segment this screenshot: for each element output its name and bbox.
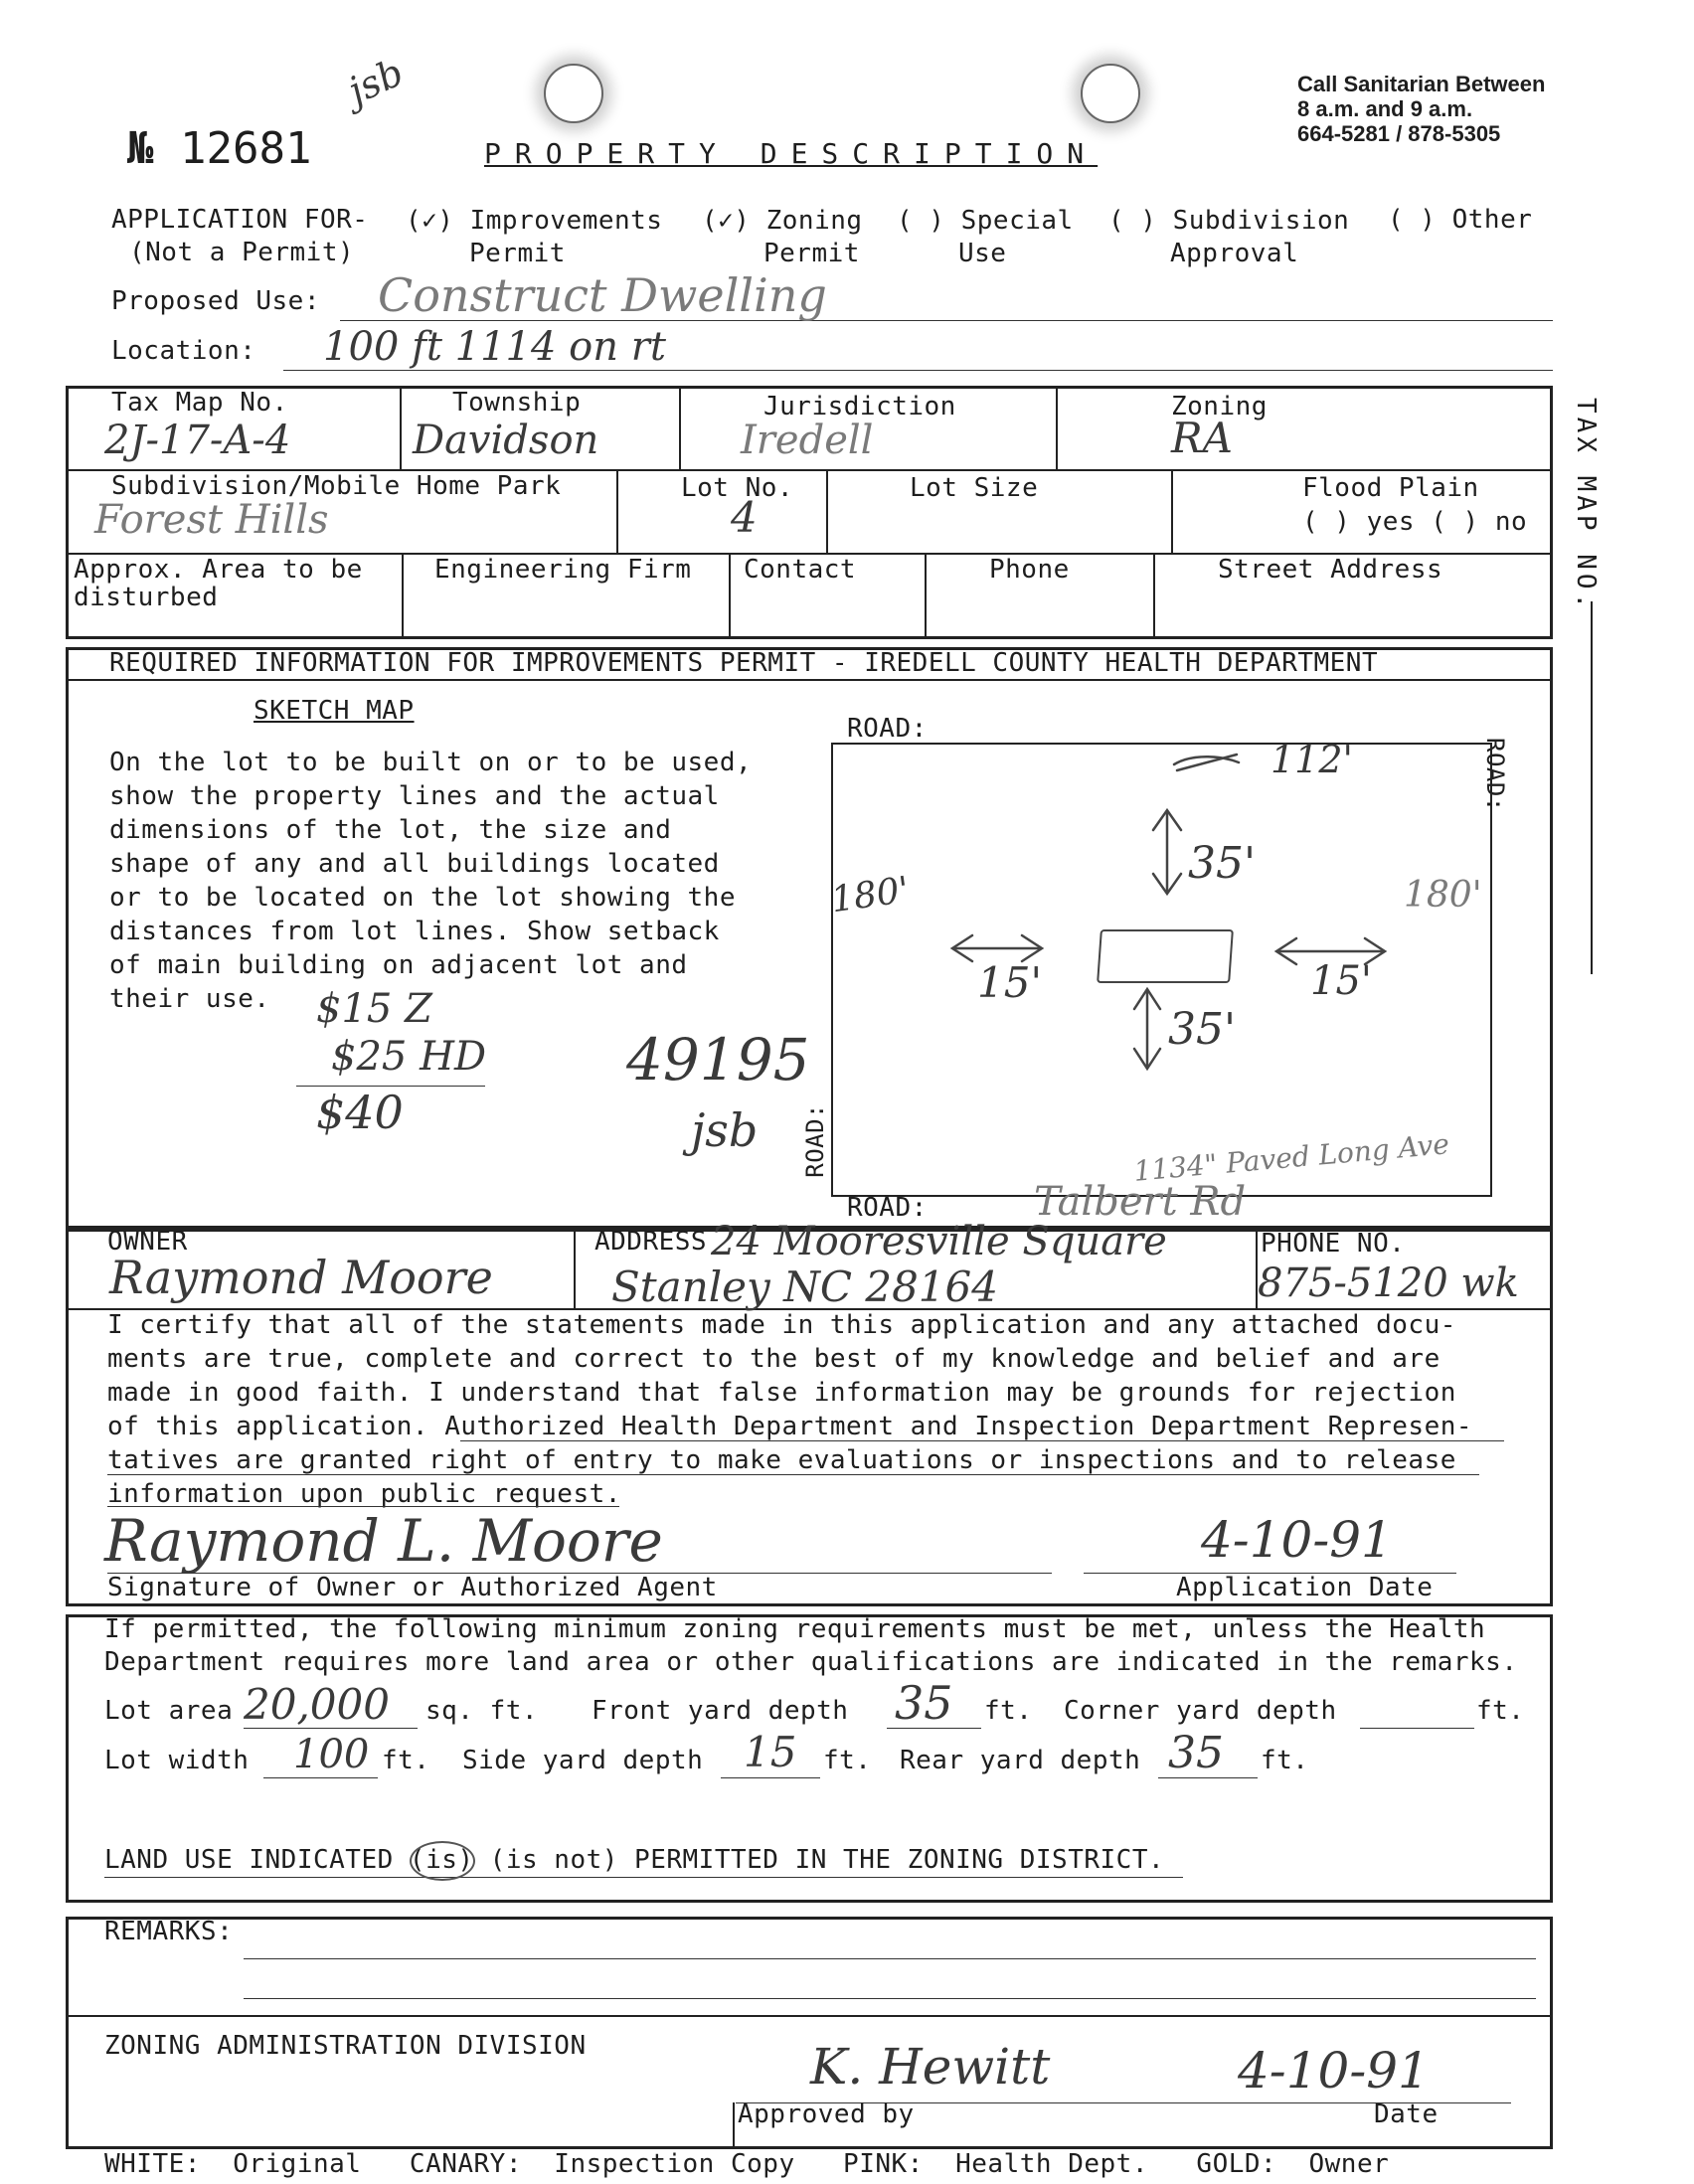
subdivision-label: Subdivision/Mobile Home Park <box>111 471 562 501</box>
divider <box>400 386 402 469</box>
receipt-number: 49195 <box>626 1026 810 1093</box>
instruction-line: shape of any and all buildings located <box>109 849 720 879</box>
application-date-label: Application Date <box>1176 1573 1434 1602</box>
sketch-right-dim: 180' <box>1404 875 1482 916</box>
option-other[interactable] <box>1388 205 1532 235</box>
lot-area-value[interactable]: 20,000 <box>244 1680 390 1729</box>
phone-no-value[interactable]: 875-5120 wk <box>1258 1260 1519 1306</box>
road-label-right: ROAD: <box>1481 738 1509 812</box>
flood-plain-options[interactable]: ( ) yes ( ) no <box>1302 507 1528 537</box>
township-value[interactable]: Davidson <box>413 418 599 463</box>
instruction-line: dimensions of the lot, the size and <box>109 815 672 845</box>
signature-label: Signature of Owner or Authorized Agent <box>107 1573 718 1602</box>
divider <box>1171 469 1173 553</box>
instruction-line: of main building on adjacent lot and <box>109 950 688 980</box>
street-address-label: Street Address <box>1218 555 1443 585</box>
rear-yard-unit: ft. <box>1261 1746 1309 1775</box>
owner-value[interactable]: Raymond Moore <box>109 1251 493 1304</box>
jurisdiction-value[interactable]: Iredell <box>741 418 874 463</box>
cert-underline <box>460 1440 1504 1441</box>
divider <box>616 469 618 553</box>
lot-no-value[interactable]: 4 <box>731 493 758 542</box>
application-label: APPLICATION FOR- <box>111 205 369 235</box>
approval-left-edge <box>733 2102 735 2149</box>
sketch-title: SKETCH MAP <box>254 696 415 726</box>
sketch-side-left: 15' <box>977 958 1042 1007</box>
application-sublabel: (Not a Permit) <box>129 238 355 267</box>
owner-signature[interactable]: Raymond L. Moore <box>104 1507 663 1575</box>
remarks-divider <box>66 2015 1553 2017</box>
page-title: PROPERTY DESCRIPTION <box>484 137 1099 170</box>
option-special-mark: ( ) <box>897 206 945 236</box>
sketch-left-dim: 180' <box>828 869 913 922</box>
corner-yard-label: Corner yard depth <box>1064 1696 1337 1726</box>
punch-hole-left <box>544 64 603 123</box>
road-label-top: ROAD: <box>847 714 928 744</box>
option-improvements-line1: Improvements <box>469 206 663 236</box>
address-line-1[interactable]: 24 Mooresville Square <box>711 1219 1167 1264</box>
application-date-value[interactable]: 4-10-91 <box>1201 1511 1393 1569</box>
tax-map-side-label: TAX MAP NO. <box>1571 398 1601 613</box>
zoning-intro-1: If permitted, the following minimum zoning requirements must be met, unless the Health <box>104 1614 1486 1644</box>
zoning-label: Zoning <box>1171 392 1268 421</box>
land-use-underline <box>104 1877 1183 1878</box>
cert-line: information upon public request. <box>107 1479 621 1509</box>
tax-map-label: Tax Map No. <box>111 388 288 418</box>
remarks-line-2[interactable] <box>244 1998 1536 1999</box>
instruction-line: their use. <box>109 984 270 1014</box>
option-other-mark: ( ) <box>1388 205 1437 235</box>
lot-no-label: Lot No. <box>681 473 794 503</box>
option-special-line1: Special <box>960 206 1074 236</box>
proposed-use-label: Proposed Use: <box>111 286 320 316</box>
required-header-divider <box>66 679 1553 681</box>
option-improvements-line2: Permit <box>469 239 566 268</box>
fee-line-1: $15 Z <box>316 986 432 1032</box>
remarks-label: REMARKS: <box>104 1917 234 1946</box>
township-label: Township <box>452 388 582 418</box>
lot-width-line <box>263 1777 378 1778</box>
address-label: ADDRESS <box>594 1227 708 1257</box>
zoning-intro-2: Department requires more land area or other qualifications are indicated in the remarks. <box>104 1647 1518 1677</box>
area-label-2: disturbed <box>74 583 219 612</box>
fee-line-2: $25 HD <box>331 1034 487 1080</box>
sketch-front-setback: 35' <box>1188 838 1257 889</box>
cert-line: tatives are granted right of entry to make evaluations or inspections and to release <box>107 1445 1456 1475</box>
required-header: REQUIRED INFORMATION FOR IMPROVEMENTS PERMIT - IREDELL COUNTY HEALTH DEPARTMENT <box>109 648 1379 678</box>
footer-copy-distribution: WHITE: Original CANARY: Inspection Copy PINK: Health Dept. GOLD: Owner <box>104 2149 1390 2179</box>
location-line <box>283 370 1553 371</box>
jurisdiction-label: Jurisdiction <box>763 392 956 421</box>
cert-underline <box>107 1474 1479 1475</box>
approval-date-value[interactable]: 4-10-91 <box>1238 2042 1430 2100</box>
tax-map-side-line <box>1591 601 1593 974</box>
front-yard-value[interactable]: 35 <box>895 1676 953 1730</box>
option-special-line2: Use <box>958 239 1007 268</box>
receipt-initials: jsb <box>691 1103 759 1157</box>
number-value: 12681 <box>180 123 312 174</box>
call-note-line-1: Call Sanitarian Between <box>1297 72 1546 96</box>
land-use-statement: LAND USE INDICATED (is) (is not) PERMITTED IN THE ZONING DISTRICT. <box>104 1845 1165 1875</box>
remarks-line-1[interactable] <box>244 1958 1536 1959</box>
certification-text <box>107 1308 1472 1511</box>
option-subdivision-mark: ( ) <box>1108 206 1157 236</box>
divider <box>402 553 404 639</box>
sketch-bottom-note: 1134" Paved Long Ave <box>1132 1127 1451 1188</box>
option-zoning-line1: Zoning <box>765 206 863 236</box>
option-improvements-mark: (✓) <box>406 206 454 236</box>
proposed-use-value[interactable]: Construct Dwelling <box>378 268 827 322</box>
lot-width-label: Lot width <box>104 1746 250 1775</box>
call-note-line-3: 664-5281 / 878-5305 <box>1297 121 1501 146</box>
option-zoning-line2: Permit <box>763 239 860 268</box>
instruction-line: show the property lines and the actual <box>109 781 720 811</box>
flood-plain-label: Flood Plain <box>1302 473 1479 503</box>
lot-area-label: Lot area <box>104 1696 234 1726</box>
area-label-1: Approx. Area to be <box>74 555 363 585</box>
cert-line: I certify that all of the statements made in this application and any attached docu- <box>107 1310 1456 1340</box>
road-label-left: ROAD: <box>801 1103 829 1178</box>
tax-map-value[interactable]: 2J-17-A-4 <box>104 418 291 463</box>
sketch-instructions <box>109 746 752 1016</box>
option-improvements[interactable] <box>406 205 662 270</box>
side-yard-line <box>721 1777 820 1778</box>
side-yard-value[interactable]: 15 <box>744 1728 797 1776</box>
division-label: ZONING ADMINISTRATION DIVISION <box>104 2031 587 2061</box>
engineering-label: Engineering Firm <box>434 555 692 585</box>
phone-no-label: PHONE NO. <box>1261 1229 1406 1259</box>
rear-yard-value[interactable]: 35 <box>1168 1728 1224 1778</box>
is-circle-mark <box>410 1841 475 1881</box>
subdivision-value[interactable]: Forest Hills <box>94 497 329 543</box>
option-subdivision-line2: Approval <box>1170 239 1299 268</box>
address-line-2[interactable]: Stanley NC 28164 <box>611 1262 998 1311</box>
owner-label: OWNER <box>107 1227 188 1257</box>
sketch-side-right: 15' <box>1310 958 1372 1004</box>
lot-width-value[interactable]: 100 <box>293 1732 370 1777</box>
option-subdivision-line1: Subdivision <box>1172 206 1350 236</box>
option-zoning[interactable] <box>702 205 863 270</box>
sketch-top-dim: 112' <box>1270 738 1353 781</box>
option-special-use[interactable] <box>897 205 1074 270</box>
sketch-rear-setback: 35' <box>1168 1004 1237 1055</box>
divider <box>574 1229 576 1308</box>
corner-yard-line[interactable] <box>1360 1728 1474 1729</box>
lot-width-unit: ft. <box>382 1746 430 1775</box>
lot-area-unit: sq. ft. <box>425 1696 539 1726</box>
sketch-road-name: Talbert Rd <box>1034 1179 1247 1225</box>
divider <box>679 386 681 469</box>
call-note-line-2: 8 a.m. and 9 a.m. <box>1297 96 1473 121</box>
number-prefix: № <box>127 123 154 174</box>
option-other-line1: Other <box>1451 205 1533 235</box>
instruction-line: distances from lot lines. Show setback <box>109 917 720 946</box>
call-note <box>1297 72 1545 146</box>
number-initials: jsb <box>341 50 411 113</box>
option-zoning-mark: (✓) <box>702 206 751 236</box>
instruction-line: or to be located on the lot showing the <box>109 883 736 913</box>
front-yard-unit: ft. <box>984 1696 1033 1726</box>
option-subdivision[interactable] <box>1108 205 1349 270</box>
divider <box>1153 553 1155 639</box>
divider <box>729 553 731 639</box>
lot-size-label: Lot Size <box>910 473 1039 503</box>
rear-yard-label: Rear yard depth <box>900 1746 1141 1775</box>
form-number <box>127 123 311 174</box>
punch-hole-right <box>1081 64 1140 123</box>
cert-line: ments are true, complete and correct to the best of my knowledge and belief and are <box>107 1344 1440 1374</box>
approval-date-label: Date <box>1374 2100 1439 2129</box>
divider <box>826 469 828 553</box>
instruction-line: On the lot to be built on or to be used, <box>109 748 753 777</box>
cert-line: made in good faith. I understand that false information may be grounds for rejection <box>107 1378 1456 1408</box>
approver-signature[interactable]: K. Hewitt <box>810 2038 1051 2096</box>
corner-yard-unit: ft. <box>1476 1696 1525 1726</box>
road-label-bottom: ROAD: <box>847 1193 928 1223</box>
fee-total: $40 <box>316 1086 404 1139</box>
approved-by-label: Approved by <box>738 2100 915 2129</box>
divider <box>1056 386 1058 469</box>
phone-label: Phone <box>989 555 1070 585</box>
divider <box>925 553 927 639</box>
location-value[interactable]: 100 ft 1114 on rt <box>323 324 666 370</box>
side-yard-unit: ft. <box>823 1746 872 1775</box>
cert-line: of this application. Authorized Health Department and Inspection Department Represen- <box>107 1412 1473 1441</box>
contact-label: Contact <box>744 555 857 585</box>
setback-arrows <box>828 743 1492 1197</box>
side-yard-label: Side yard depth <box>462 1746 704 1775</box>
location-label: Location: <box>111 336 256 366</box>
zoning-value[interactable]: RA <box>1171 414 1233 462</box>
front-yard-label: Front yard depth <box>592 1696 849 1726</box>
